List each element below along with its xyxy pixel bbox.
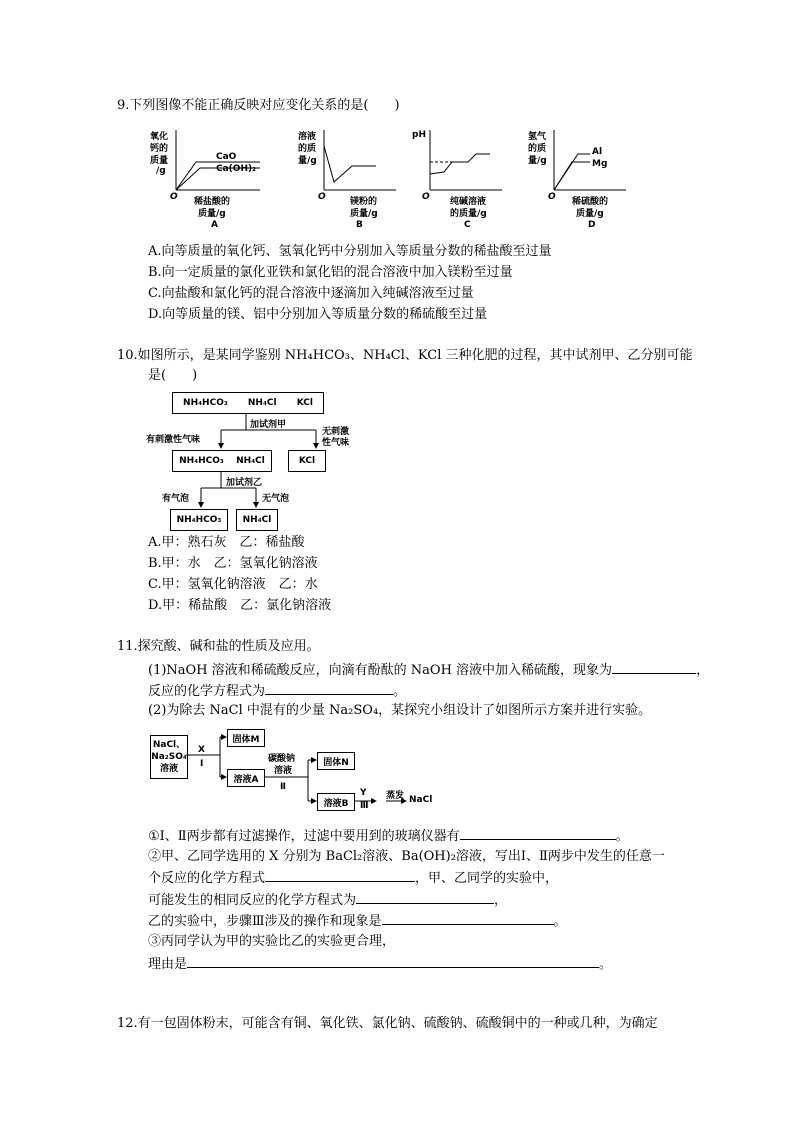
q9-option-b: B.向一定质量的氯化亚铁和氯化铝的混合溶液中加入镁粉至过量	[148, 265, 513, 280]
graph-b-origin: O	[318, 192, 326, 202]
q9-graph-b	[296, 126, 406, 236]
q11-sub1-text: ①Ⅰ、Ⅱ两步都有过滤操作，过滤中要用到的玻璃仪器有	[148, 829, 460, 844]
graph-b-ylabel-3: 量/g	[298, 156, 317, 166]
flow11-reagent-na2co3-2: 溶液	[274, 766, 293, 776]
graph-a-origin: O	[170, 192, 178, 202]
flow10-reagent-1: 加试剂甲	[250, 420, 287, 430]
flow11-solution-b: 溶液B	[317, 793, 355, 811]
graph-d-xlabel-2: 质量/g	[576, 209, 604, 219]
graph-a-ylabel-2: 钙的	[150, 144, 169, 154]
q12-stem: 12.有一包固体粉末，可能含有铜、氧化铁、氯化钠、硫酸钠、硫酸铜中的一种或几种，为确定	[117, 1016, 658, 1031]
flow11-reagent-y: Y	[360, 788, 367, 798]
q11-sub2-step3-label: 乙的实验中，步骤Ⅲ涉及的操作和现象是	[148, 914, 382, 929]
flow10-left-label-2: 有气泡	[162, 494, 190, 504]
q10-stem-line2: 是( )	[148, 368, 198, 383]
q11-part1-comma: ，	[696, 663, 710, 678]
q10-option-c: C.甲：氢氧化钠溶液 乙：水	[148, 577, 318, 592]
flow11-start-line-3: 溶液	[159, 764, 178, 774]
flow11-reagent-na2co3-1: 碳酸钠	[268, 754, 296, 764]
graph-c-origin: O	[422, 192, 430, 202]
q9-option-c: C.向盐酸和氯化钙的混合溶液中逐滴加入纯碱溶液至过量	[148, 286, 474, 301]
graph-c-tag: C	[464, 220, 471, 230]
flow10-reagent-2: 加试剂乙	[226, 478, 263, 488]
flow11-product: NaCl	[409, 795, 433, 805]
flow10-bottom-box-2: NH₄Cl	[236, 509, 278, 531]
graph-a-xlabel-2: 质量/g	[198, 209, 226, 219]
q11-blank-reason[interactable]	[187, 953, 599, 968]
graph-a-curve-label-2: Ca(OH)₂	[216, 164, 257, 174]
q11-part2-text: (2)为除去 NaCl 中混有的少量 Na₂SO₄，某探究小组设计了如图所示方案并进行实验。	[148, 703, 652, 718]
q11-stem: 11.探究酸、碱和盐的性质及应用。	[117, 639, 320, 654]
graph-a-ylabel-4: /g	[156, 166, 166, 176]
graph-a-curve-label-1: CaO	[216, 152, 237, 162]
flow11-solid-m: 固体M	[227, 729, 265, 747]
flow10-right-label-1b: 性气味	[322, 438, 350, 448]
graph-b-ylabel-1: 溶液	[298, 132, 317, 142]
graph-c-xlabel-1: 纯碱溶液	[450, 197, 487, 207]
q9-graph-a	[148, 126, 278, 236]
graph-d-origin: O	[548, 192, 556, 202]
flow11-step-2: Ⅱ	[280, 782, 286, 792]
q10-option-b: B.甲：水 乙：氢氧化钠溶液	[148, 556, 318, 571]
flow10-bottom-box-1: NH₄HCO₃	[170, 509, 228, 531]
flow11-reagent-x: X	[198, 745, 205, 755]
q9-option-d: D.向等质量的镁、铝中分别加入等质量分数的稀硫酸至过量	[148, 307, 488, 322]
q9-graph-d	[526, 126, 636, 236]
q11-sub3-reason-label: 理由是	[148, 957, 188, 972]
graph-c-xlabel-2: 的质量/g	[450, 209, 487, 219]
q11-sub1-period: 。	[615, 829, 629, 844]
q11-sub2-period: 。	[553, 914, 567, 929]
graph-a-xlabel-1: 稀盐酸的	[194, 197, 231, 207]
q11-blank-equation-3[interactable]	[356, 889, 494, 904]
q11-blank-equation-1[interactable]	[265, 680, 393, 695]
q11-sub2-line2	[148, 867, 558, 889]
graph-b-line	[324, 146, 376, 182]
graph-b-tag: B	[356, 220, 363, 230]
flow10-right-label-2: 无气泡	[262, 494, 290, 504]
q11-blank-glassware[interactable]	[460, 825, 616, 840]
q11-blank-phenomenon[interactable]	[612, 659, 696, 674]
graph-b-ylabel-2: 的质	[298, 144, 317, 154]
flow11-start-line-1: NaCl、	[152, 740, 186, 750]
graph-a-tag: A	[211, 220, 218, 230]
flow10-top-item-2: NH₄Cl	[247, 398, 277, 408]
flow11-solid-n: 固体N	[317, 752, 355, 770]
flow11-solution-a: 溶液A	[227, 769, 265, 787]
q10-stem-line1: 10.如图所示，是某同学鉴别 NH₄HCO₃、NH₄Cl、KCl 三种化肥的过程，其中试剂甲、乙分别可能	[117, 348, 693, 363]
q11-sub2-same-label: 可能发生的相同反应的化学方程式为	[148, 893, 357, 908]
flow11-start-box	[150, 735, 188, 779]
q9-graph-c	[410, 126, 510, 236]
graph-b-xlabel-2: 质量/g	[350, 209, 378, 219]
flow11-step-3: Ⅲ	[360, 801, 369, 811]
q11-sub2-comma: ，	[494, 893, 508, 908]
q11-part1-period: 。	[393, 684, 407, 699]
graph-d-line-al	[554, 154, 590, 190]
graph-d-tag: D	[588, 220, 596, 230]
graph-d-ylabel-2: 的质	[528, 144, 547, 154]
q11-sub2-eq-label: 个反应的化学方程式	[148, 871, 266, 886]
q11-sub1	[148, 825, 629, 847]
graph-d-curve-label-1: Al	[592, 147, 603, 157]
graph-c-ylabel: pH	[412, 130, 426, 140]
q11-sub3-line2	[148, 953, 612, 975]
q11-part1-eq-label: 反应的化学方程式为	[148, 684, 266, 699]
flow10-mid-box-kcl: KCl	[288, 450, 326, 472]
q11-blank-equation-2[interactable]	[265, 867, 415, 882]
q11-sub2-cont: ，甲、乙同学的实验中，	[415, 871, 559, 886]
q9-stem: 9.下列图像不能正确反映对应变化关系的是( )	[117, 98, 400, 113]
q11-sub3-line1: ③丙同学认为甲的实验比乙的实验更合理，	[148, 934, 396, 949]
flow11-start-line-2: Na₂SO₄	[151, 752, 187, 762]
flow10-left-label-1: 有刺激性气味	[146, 435, 201, 445]
graph-d-line-mg	[554, 162, 590, 190]
q10-option-d: D.甲：稀盐酸 乙：氯化钠溶液	[148, 598, 332, 613]
q11-sub2-line3	[148, 889, 507, 911]
graph-d-xlabel-1: 稀硫酸的	[572, 197, 609, 207]
q11-flowchart	[146, 725, 446, 810]
q11-sub3-period: 。	[599, 957, 613, 972]
q11-part1-line2	[148, 680, 406, 702]
flow10-mid-item-1: NH₄HCO₃	[179, 456, 224, 466]
graph-d-ylabel-1: 氢气	[528, 132, 547, 142]
q9-option-a: A.向等质量的氧化钙、氢氧化钙中分别加入等质量分数的稀盐酸至过量	[148, 244, 552, 259]
graph-a-ylabel-3: 质量	[150, 156, 169, 166]
q11-sub2-line1: ②甲、乙同学选用的 X 分别为 BaCl₂溶液、Ba(OH)₂溶液，写出Ⅰ、Ⅱ两步中发生的任意一	[148, 849, 665, 864]
flow10-top-box	[172, 392, 324, 414]
graph-d-curve-label-2: Mg	[592, 159, 608, 169]
flow10-mid-item-2: NH₄Cl	[236, 456, 265, 466]
q10-option-a: A.甲：熟石灰 乙：稀盐酸	[148, 535, 305, 550]
flow11-step-1: Ⅰ	[200, 759, 204, 769]
graph-c-line	[430, 154, 490, 174]
q11-part1-line1	[148, 659, 709, 681]
q11-blank-step3[interactable]	[382, 910, 554, 925]
graph-d-ylabel-3: 量/g	[528, 156, 547, 166]
flow10-top-item-3: KCl	[296, 398, 313, 408]
flow10-top-item-1: NH₄HCO₃	[183, 398, 228, 408]
q11-sub2-line4	[148, 910, 567, 932]
flow10-mid-box	[172, 450, 272, 472]
flow10-right-label-1a: 无刺激	[322, 427, 350, 437]
q11-part1-text: (1)NaOH 溶液和稀硫酸反应，向滴有酚酞的 NaOH 溶液中加入稀硫酸，现象为	[148, 663, 613, 678]
q10-flowchart	[146, 388, 366, 533]
graph-a-ylabel-1: 氧化	[150, 132, 169, 142]
flow11-evaporate: 蒸发	[386, 791, 405, 801]
graph-b-xlabel-1: 镁粉的	[350, 197, 378, 207]
